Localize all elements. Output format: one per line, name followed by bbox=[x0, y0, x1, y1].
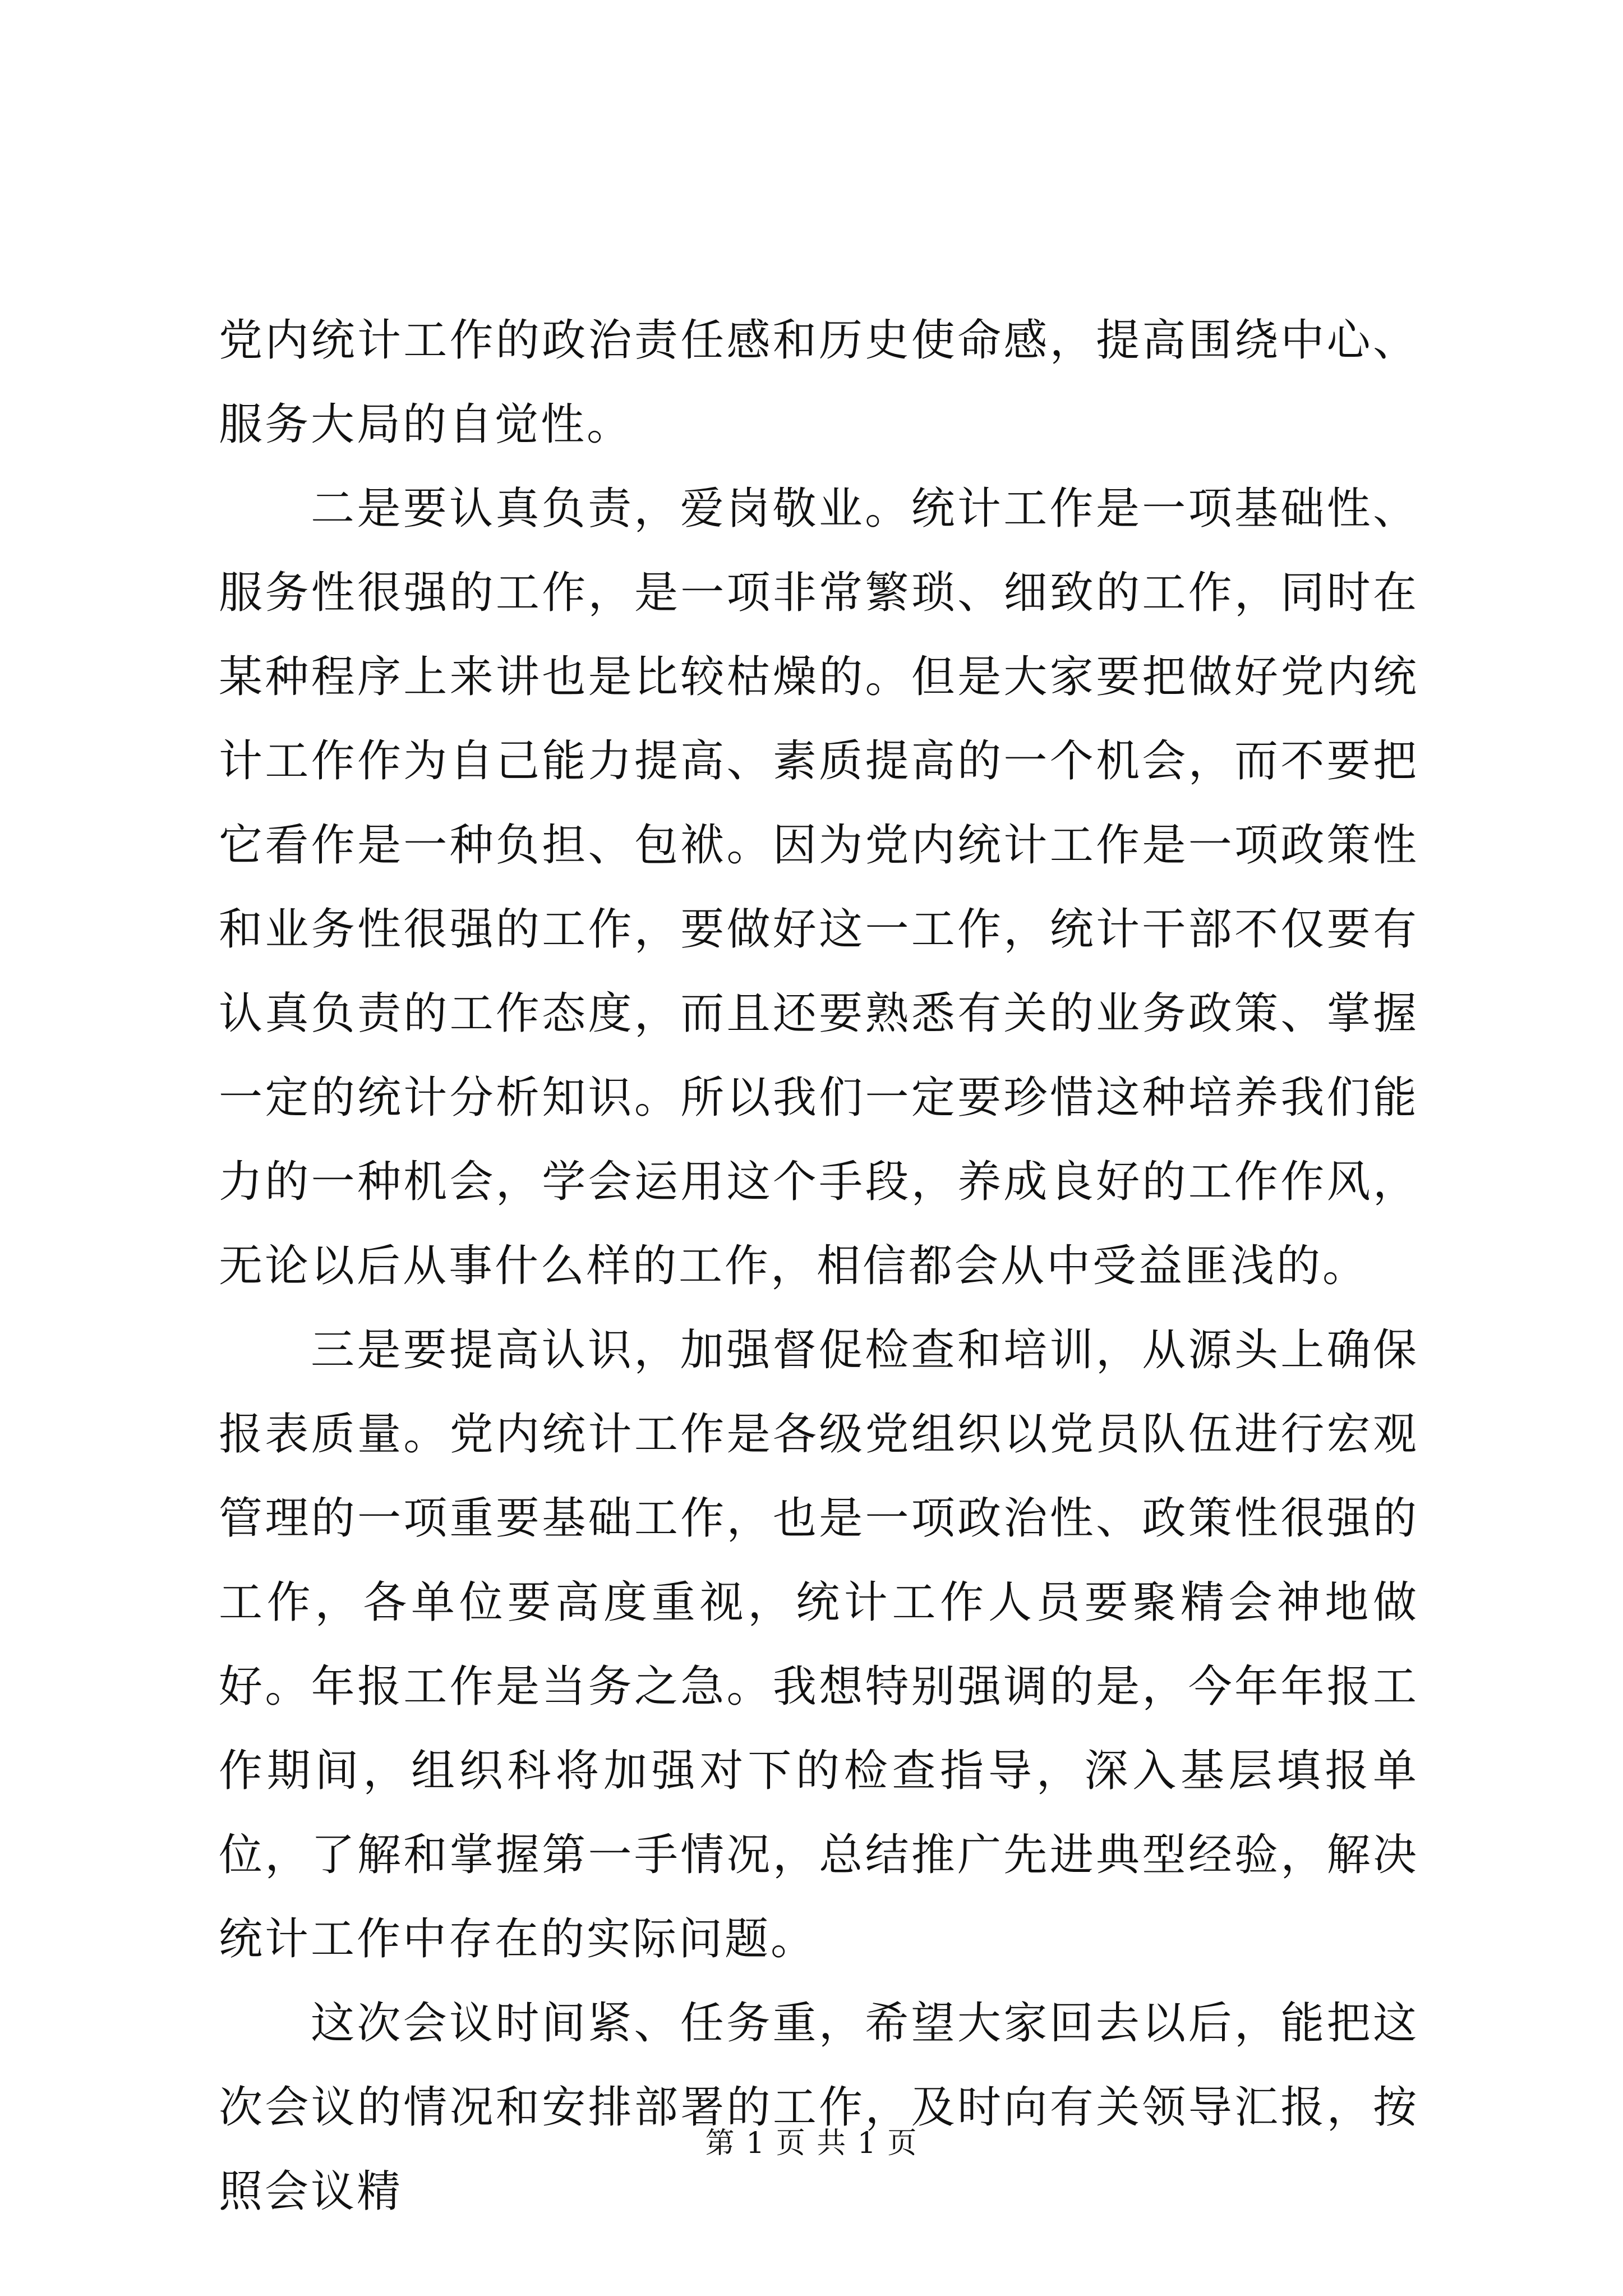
document-body bbox=[219, 298, 1419, 2234]
paragraph-point-three: 三是要提高认识，加强督促检查和培训，从源头上确保报表质量。党内统计工作是各级党组织以党员队伍进行宏观管理的一项重要基础工作，也是一项政治性、政策性很强的工作，各单位要高度重视，统计工作人员要聚精会神地做好。年报工作是当务之急。我想特别强调的是，今年年报工作期间，组织科将加强对下的检查指导，深入基层填报单位，了解和掌握第一手情况，总结推广先进典型经验，解决统计工作中存在的实际问题。 bbox=[219, 1325, 1419, 1964]
page-footer: 第 1 页 共 1 页 bbox=[705, 2127, 918, 2160]
paragraph-point-two: 二是要认真负责，爱岗敬业。统计工作是一项基础性、服务性很强的工作，是一项非常繁琐、细致的工作，同时在某种程序上来讲也是比较枯燥的。但是大家要把做好党内统计工作作为自己能力提高、素质提高的一个机会，而不要把它看作是一种负担、包袱。因为党内统计工作是一项政策性和业务性很强的工作，要做好这一工作，统计干部不仅要有认真负责的工作态度，而且还要熟悉有关的业务政策、掌握一定的统计分析知识。所以我们一定要珍惜这种培养我们能力的一种机会，学会运用这个手段，养成良好的工作作风，无论以后从事什么样的工作，相信都会从中受益匪浅的。 bbox=[219, 484, 1419, 1291]
paragraph-continuation: 党内统计工作的政治责任感和历史使命感，提高围绕中心、服务大局的自觉性。 bbox=[219, 315, 1419, 450]
paragraph-closing: 这次会议时间紧、任务重，希望大家回去以后，能把这次会议的情况和安排部署的工作，及时向有关领导汇报，按照会议精 bbox=[219, 1998, 1419, 2217]
